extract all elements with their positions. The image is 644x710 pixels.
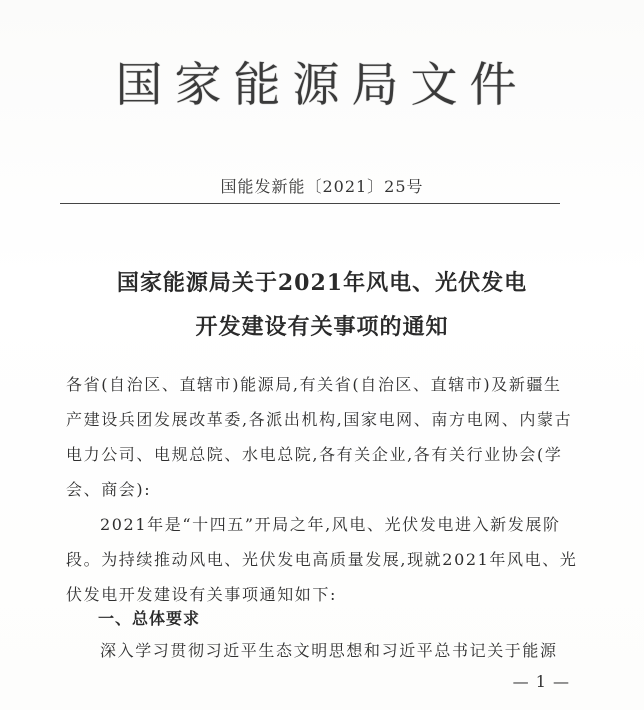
document-title-line-1: 国家能源局关于2021年风电、光伏发电 [116, 270, 528, 296]
addressee-line-2: 产建设兵团发展改革委,各派出机构,国家电网、南方电网、内蒙古 [66, 410, 573, 429]
addressee-line-1: 各省(自治区、直辖市)能源局,有关省(自治区、直辖市)及新疆生 [66, 375, 562, 394]
document-number: 国能发新能〔2021〕25号 [220, 177, 424, 196]
document-masthead: 国家能源局文件 [115, 58, 529, 113]
header-divider [60, 203, 560, 204]
section-heading: 一、总体要求 [98, 609, 201, 628]
page-number: — 1 — [512, 672, 570, 691]
document-title-line-2: 开发建设有关事项的通知 [195, 314, 449, 340]
intro-line-1: 2021年是“十四五”开局之年,风电、光伏发电进入新发展阶 [100, 515, 561, 534]
addressee-line-3: 电力公司、电规总院、水电总院,各有关企业,各有关行业协会(学 [66, 445, 563, 464]
intro-line-2: 段。为持续推动风电、光伏发电高质量发展,现就2021年风电、光 [66, 550, 578, 569]
section-first-line: 深入学习贯彻习近平生态文明思想和习近平总书记关于能源 [100, 641, 558, 660]
intro-line-3: 伏发电开发建设有关事项通知如下: [66, 585, 337, 604]
addressee-line-4: 会、商会): [66, 480, 152, 499]
